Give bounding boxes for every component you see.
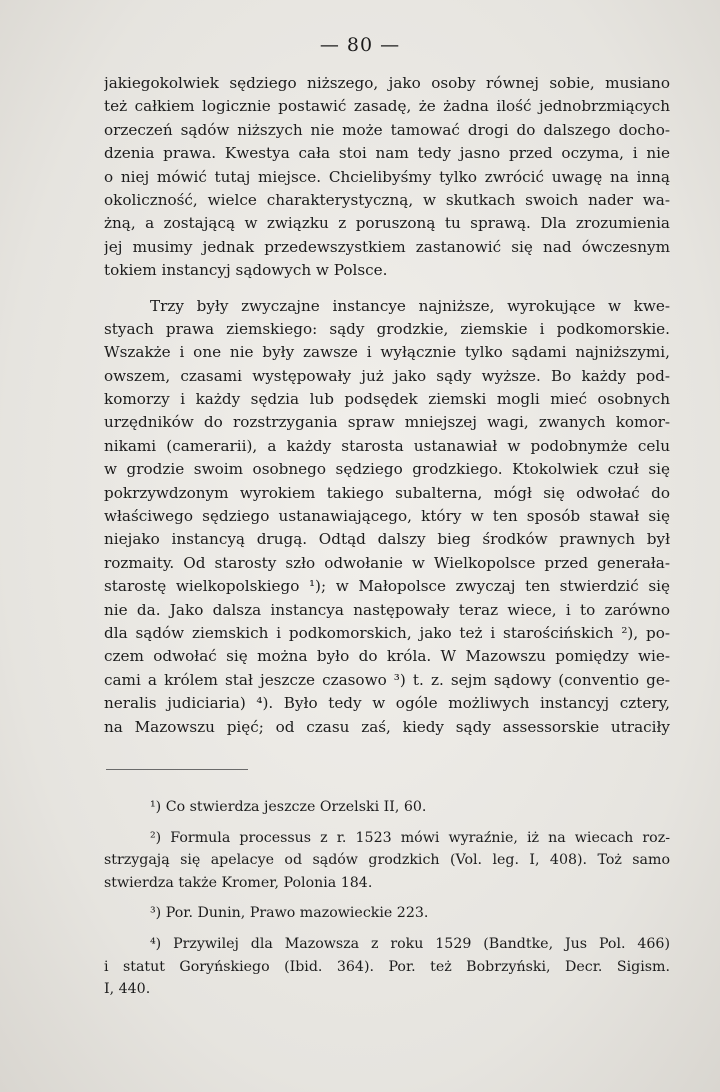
text-line: Trzy były zwyczajne instancye najniższe, wyrokujące w kwe- [150,296,670,315]
text-line: Wszakże i one nie były zawsze i wyłącznie tylko sądami najniższymi, [104,343,670,362]
text-line: niejako instancyą drugą. Odtąd dalszy bieg środków prawnych był [104,530,670,549]
paragraph-gap [104,283,670,295]
text-line: czem odwołać się można było do króla. W Mazowszu pomiędzy wie- [104,647,670,666]
text-line: rozmaity. Od starosty szło odwołanie w Wielkopolsce przed generała- [104,553,670,572]
text-line: w grodzie swoim osobnego sędziego grodzkiego. Ktokolwiek czuł się [104,460,670,479]
footnote-line: stwierdza także Kromer, Polonia 184. [104,874,373,891]
text-line: żną, a zostającą w związku z poruszoną tu sprawą. Dla zrozumienia [104,214,670,233]
footnote-gap [104,819,670,827]
text-line: tokiem instancyj sądowych w Polsce. [104,261,388,280]
text-line: o niej mówić tutaj miejsce. Chcielibyśmy tylko zwrócić uwagę na inną [104,167,670,186]
footnote-line: strzygają się apelacye od sądów grodzkich (Vol. leg. I, 408). Toż samo [104,852,670,869]
text-line: orzeczeń sądów niższych nie może tamować drogi do dalszego docho- [104,120,670,139]
text-line: dzenia prawa. Kwestya cała stoi nam tedy jasno przed oczyma, i nie [104,144,670,163]
footnote-line: ⁴) Przywilej dla Mazowsza z roku 1529 (Bandtke, Jus Pol. 466) [150,935,670,952]
text-line: jakiegokolwiek sędziego niższego, jako osoby równej sobie, musiano [104,74,670,92]
footnote-line: ²) Formula processus z r. 1523 mówi wyraźnie, iż na wiecach roz- [150,829,670,846]
text-line: neralis judiciaria) ⁴). Było tedy w ogóle możliwych instancyj cztery, [104,694,670,713]
main-text [104,72,670,739]
footnote-separator [106,769,248,770]
text-line: nie da. Jako dalsza instancya następowały teraz wiece, i to zarówno [104,600,670,619]
text-line: właściwego sędziego ustanawiającego, który w ten sposób stawał się [104,507,670,526]
text-line: dla sądów ziemskich i podkomorskich, jako też i starościńskich ²), po- [104,623,670,642]
text-line: starostę wielkopolskiego ¹); w Małopolsce zwyczaj ten stwierdzić się [104,577,670,596]
page-number: — 80 — [319,34,401,56]
text-line: komorzy i każdy sędzia lub podsędek ziemski mogli mieć osobnych [104,390,670,409]
footnote-line: i statut Goryńskiego (Ibid. 364). Por. też Bobrzyński, Decr. Sigism. [104,958,670,975]
text-line: cami a królem stał jeszcze czasowo ³) t. z. sejm sądowy (conventio ge- [104,670,670,689]
text-line: jej musimy jednak przedewszystkiem zastanowić się nad ówczesnym [104,237,670,256]
text-line: okoliczność, wielce charakterystyczną, w skutkach swoich nader wa- [104,190,670,209]
text-line: też całkiem logicznie postawić zasadę, że żadna ilość jednobrzmiących [104,97,670,116]
text-line: pokrzywdzonym wyrokiem takiego subalterna, mógł się odwołać do [104,483,670,502]
footnote-line: ³) Por. Dunin, Prawo mazowieckie 223. [150,905,429,922]
text-line: owszem, czasami występowały już jako sądy wyższe. Bo każdy pod- [104,366,670,385]
text-line: urzędników do rozstrzygania spraw mniejszej wagi, zwanych komor- [104,413,670,432]
text-line: nikami (camerarii), a każdy starosta ustanawiał w podobnymże celu [104,436,670,455]
text-line: styach prawa ziemskiego: sądy grodzkie, ziemskie i podkomorskie. [104,319,670,338]
text-line: na Mazowszu pięć; od czasu zaś, kiedy sądy assessorskie utraciły [104,717,670,736]
footnote-gap [104,925,670,933]
footnotes [104,796,670,1001]
footnote-gap [104,894,670,902]
footnote-line: I, 440. [104,981,151,998]
footnote-line: ¹) Co stwierdza jeszcze Orzelski II, 60. [150,799,427,815]
